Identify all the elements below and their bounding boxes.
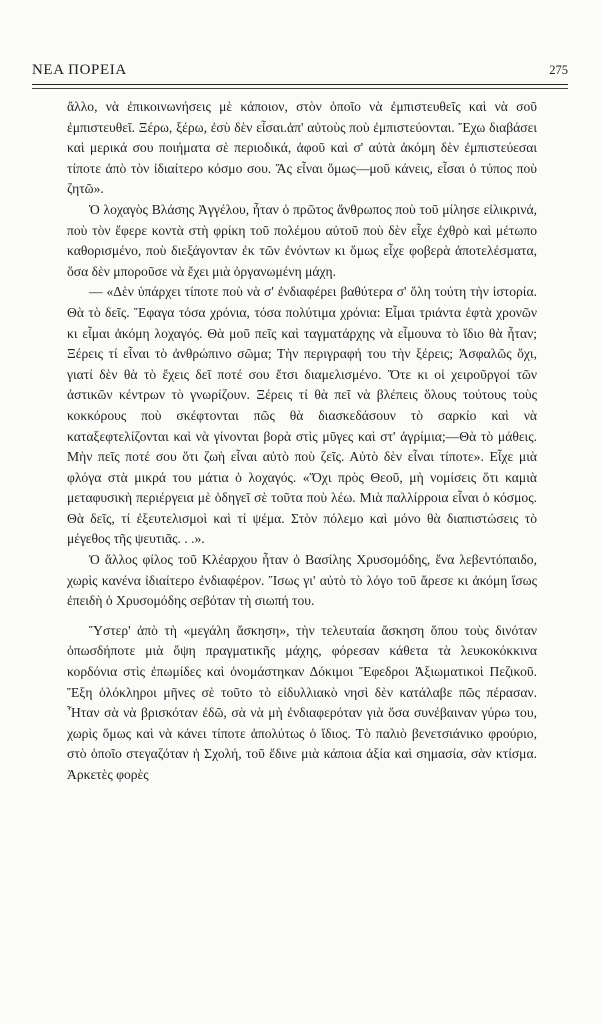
page-number: 275 [549,63,568,77]
paragraph: Ὁ λοχαγὸς Βλάσης Ἀγγέλου, ἦταν ὁ πρῶτος ἄνθρωπος ποὺ τοῦ μίλησε εἰλικρινά, ποὺ τὸν ἔφερε κοντὰ στὴ φρίκη τοῦ πολέμου αὐτοῦ ποὺ δὲν εἶχε ἐχθρὸ καὶ μέτωπο καθορισμένο, ποὺ διεξάγονταν ἐκ τῶν ἐνόντων κι ὅμως εἶχε φοβερὰ ἀποτελέσματα, ὅσα δὲν μποροῦσε νὰ ἔχει μιὰ ὀργανωμένη μάχη. [67,201,537,279]
paragraph-continued: ἄλλο, νὰ ἐπικοινωνήσεις μὲ κάποιον, στὸν ὁποῖο νὰ ἐμπιστευθεῖς καὶ νὰ σοῦ ἐμπιστευθεῖ. Ξέρω, ξέρω, ἐσὺ δὲν εἶσαι.ἀπ' αὐτοὺς ποὺ ἐμπιστεύονται. Ἔχω διαβάσει καὶ μερικά σου ποιήματα σὲ περιοδικά, ἀφοῦ καὶ σ' αὐτὰ ἀκόμη δὲν ἐμπιστεύεσαι τίποτε ἀπὸ τὸν ἰδιαίτερο κόσμο σου. Ἄς εἶναι ὅμως—μοῦ κάνεις, εἶσαι ὁ τύπος ποὺ ζητῶ». [67,99,537,197]
running-header [32,62,568,79]
header-rule [32,84,568,85]
paragraph: Ὁ ἄλλος φίλος τοῦ Κλέαρχου ἦταν ὁ Βασίλης Χρυσομόδης, ἕνα λεβεντόπαιδο, χωρὶς κανένα ἰδιαίτερο ἐνδιαφέρον. Ἴσως γι' αὐτὸ τὸ λόγο τοῦ ἄρεσε κι ἀκόμη ἴσως ἐπειδὴ ὁ Χρυσομόδης σεβόταν τὴ σιωπή του. [67,552,537,609]
paragraph: Ὕστερ' ἀπὸ τὴ «μεγάλη ἄσκηση», τὴν τελευταία ἄσκηση ὅπου τοὺς δινόταν ὁπωσδήποτε μιὰ ὄψη πραγματικῆς μάχης, φόρεσαν κάθετα τὰ λευκοκόκκινα κορδόνια στὶς ἐπωμίδες καὶ ὀνομάστηκαν Δόκιμοι Ἔφεδροι Ἀξιωματικοὶ Πεζικοῦ. Ἔξη ὁλόκληροι μῆνες σὲ τοῦτο τὸ εἰδυλλιακὸ νησὶ δὲν κατάλαβε πῶς πέρασαν. Ἦταν σὰ νὰ βρισκόταν ἐδῶ, σὰ νὰ μὴ ἐνδιαφερόταν γιὰ ὅσα συνέβαιναν γύρω του, χωρὶς ὅμως καὶ νὰ κάνει τίποτε ἀπολύτως ὁ ἴδιος. Τὸ παλιὸ βενετσιάνικο φρούριο, στὸ ὁποῖο στεγαζόταν ἡ Σχολή, τοῦ ἔδινε μιὰ κάποια ἀξία καὶ σημασία, σὰν κτίσμα. Ἀρκετὲς φορὲς [67,622,537,782]
body-text [67,97,537,786]
journal-title: ΝΕΑ ΠΟΡΕΙΑ [32,62,127,78]
paragraph: — «Δὲν ὑπάρχει τίποτε ποὺ νὰ σ' ἐνδιαφέρει βαθύτερα σ' ὅλη τούτη τὴν ἱστορία. Θὰ τὸ δεῖς. Ἔφαγα τόσα χρόνια, τόσα πολύτιμα χρόνια: Εἶμαι τριάντα ἑφτὰ χρονῶν κι εἶμαι ἀκόμη λοχαγός. Θὰ μοῦ πεῖς καὶ ταγματάρχης νὰ εἶμουνα τὸ ἴδιο θὰ ἦταν; Ξέρεις τί εἶναι τὸ ἀνθρώπινο σῶμα; Τὴν περιγραφή του τὴν ξέρεις; Ἀσφαλῶς ὄχι, γιατί δὲν θὰ τὸ ἔχεις δεῖ ποτέ σου ἔτσι διαμελισμένο. Ὄτε κι οἱ χειροῦργοί τῶν ἀστικῶν κέντρων τὸ γνωρίζουν. Ξέρεις τί θὰ πεῖ νὰ βλέπεις ὅλους τούτους τοὺς κοκκόρους ποὺ σκέφτονται πῶς θὰ διασκεδάσουν τὸ σαρκίο καὶ νὰ καταξεφτελίζονται καὶ νὰ γίνονται βορὰ στὶς μῦγες καὶ στ' ἀγρίμια;—Θὰ τὸ μάθεις. Μὴν πεῖς ποτέ σου ὅτι ζωὴ εἶναι αὐτὸ ποὺ ζεῖς. Αὐτὸ δὲν εἶναι τίποτε». Εἶχε μιὰ φλόγα στὰ μικρά του μάτια ὁ λοχαγός. «Ὄχι πρὸς Θεοῦ, μὴ νομίσεις ὅτι καμιὰ μεταφυσικὴ περιέργεια μὲ ὁδηγεῖ σὲ τοῦτα ποὺ λέω. Μιὰ παλλίρροια εἶναι ὁ κόσμος. Θὰ δεῖς, τί ἐξευτελισμοὶ καὶ τί ψέμα. Στὸν πόλεμο καὶ μόνο θὰ διαπιστώσεις τὸ μέγεθος τῆς ψευτιᾶς. . .». [67,284,537,547]
header-rule-thin [32,88,568,89]
